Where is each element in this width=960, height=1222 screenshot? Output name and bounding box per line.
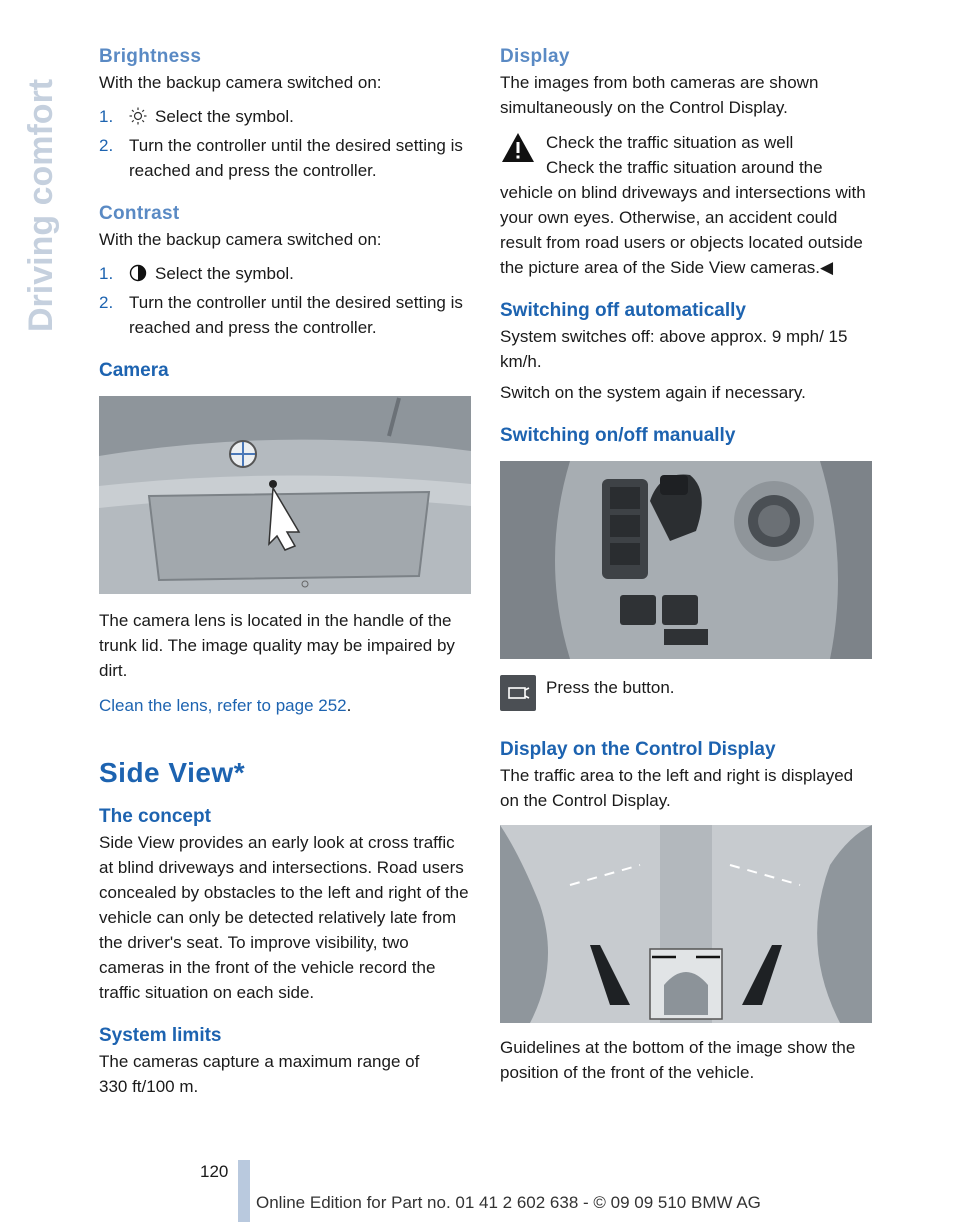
sun-icon (129, 107, 147, 125)
trunk-camera-image (99, 396, 471, 594)
display-heading: Display (500, 46, 570, 67)
footer-divider (238, 1160, 250, 1222)
right-column (500, 44, 874, 1085)
section-side-title (22, 40, 60, 340)
list-item (99, 261, 473, 286)
camera-heading: Camera (99, 360, 169, 381)
step-text: Turn the controller until the desired setting is reached and press the controller. (129, 136, 463, 180)
center-console-image (500, 461, 872, 659)
contrast-intro: With the backup camera switched on: (99, 230, 382, 249)
clean-lens-link[interactable]: Clean the lens, refer to page 252 (99, 696, 347, 715)
press-button-text: Press the button. (546, 678, 675, 697)
step-number: 2. (99, 293, 114, 312)
manual-heading: Switching on/off manually (500, 425, 736, 446)
step-text: Select the symbol. (155, 107, 294, 126)
step-number: 1. (99, 107, 114, 126)
auto-off-heading: Switching off automatically (500, 300, 746, 321)
left-column (99, 44, 473, 1099)
brightness-heading: Brightness (99, 46, 202, 67)
step-number: 2. (99, 136, 114, 155)
guidelines-text: Guidelines at the bottom of the image show the position of the front of the vehicle. (500, 1038, 856, 1082)
step-number: 1. (99, 264, 114, 283)
control-display-text: The traffic area to the left and right is displayed on the Control Display. (500, 766, 854, 810)
limits-text: The cameras capture a maximum range of 330 ft/100 m. (99, 1052, 420, 1096)
display-text: The images from both cameras are shown simultaneously on the Control Display. (500, 73, 819, 117)
link-end-punctuation: . (346, 696, 352, 715)
step-text: Turn the controller until the desired setting is reached and press the controller. (129, 293, 463, 337)
side-view-button-icon (500, 675, 536, 711)
page-number: 120 (200, 1162, 229, 1181)
concept-heading: The concept (99, 806, 211, 827)
edition-note: Online Edition for Part no. 01 41 2 602 638 - © 09 09 510 BMW AG (256, 1193, 761, 1212)
camera-text: The camera lens is located in the handle of the trunk lid. The image quality may be impaired by dirt. (99, 611, 455, 680)
limits-heading: System limits (99, 1025, 222, 1046)
step-text: Select the symbol. (155, 264, 294, 283)
side-title-text: Driving comfort (22, 78, 60, 332)
auto-off-text-2: Switch on the system again if necessary. (500, 383, 806, 402)
list-item (99, 290, 473, 340)
sideview-heading: Side View* (99, 757, 246, 788)
warning-triangle-icon (500, 130, 536, 166)
list-item (99, 133, 473, 183)
contrast-heading: Contrast (99, 203, 180, 224)
concept-text: Side View provides an early look at cross traffic at blind driveways and intersections. Road users concealed by obstacles to the left and right of the vehicle can only be detected relatively late from the driver's seat. To improve visibility, two cameras in the front of the vehicle record the traffic situation on each side. (99, 833, 469, 1002)
brightness-steps (99, 104, 473, 183)
press-button-row (500, 675, 874, 711)
control-display-image (500, 825, 872, 1023)
contrast-steps (99, 261, 473, 340)
auto-off-text: System switches off: above approx. 9 mph/ 15 km/h. (500, 327, 848, 371)
contrast-icon (129, 264, 147, 282)
warning-title: Check the traffic situation as well (546, 133, 794, 152)
warning-text: Check the traffic situation around the vehicle on blind driveways and intersections with your own eyes. Otherwise, an accident could result from road users or objects located outside the picture area of the Side View cameras.◀ (500, 158, 866, 277)
control-display-heading: Display on the Control Display (500, 739, 776, 760)
warning-block (500, 130, 874, 280)
list-item (99, 104, 473, 129)
brightness-intro: With the backup camera switched on: (99, 73, 382, 92)
